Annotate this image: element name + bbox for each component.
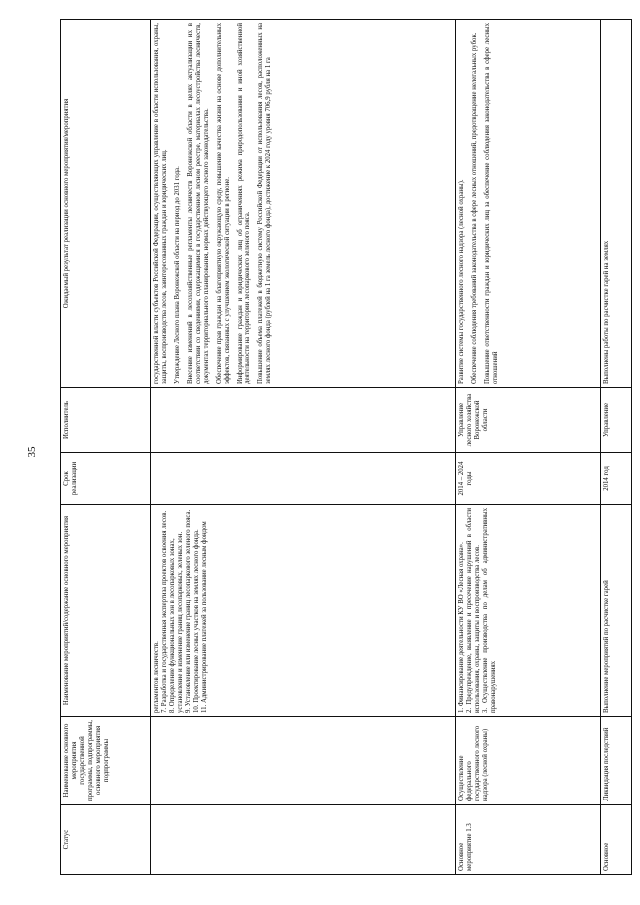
header-measures: Наименование мероприятий/содержание основного мероприятия xyxy=(61,505,151,717)
cell-term: 2014 – 2024 годы xyxy=(456,453,601,505)
table-header-row xyxy=(61,20,151,875)
cell-status: Основное xyxy=(601,805,632,875)
table-row xyxy=(456,20,601,875)
cell-result xyxy=(601,20,632,388)
table-row xyxy=(151,20,456,875)
measure-item: 2. Предупреждение, выявление и пресечение нарушений в области использования, охраны, защиты и воспроизводства лесов. xyxy=(465,508,481,713)
table-row xyxy=(601,20,632,875)
measure-item: 8. Определение функциональных зон в лесопарковых зонах, установление и изменение границ лесопарковых, зеленых зон. xyxy=(168,531,184,713)
result-paragraph: Утверждение Лесного плана Воронежской области на период до 2031 года. xyxy=(173,166,181,384)
cell-term xyxy=(151,453,456,505)
program-table xyxy=(60,19,632,875)
result-paragraph: государственной власти субъектов Российской Федерации, осуществляющих управление в области использования, охраны, защиты, воспроизводства лесов, заинтересованных граждан и юридических лиц. xyxy=(153,23,168,384)
result-paragraph: Выполнены работы по расчистке гарей на землях xyxy=(603,240,610,384)
cell-measures xyxy=(601,505,632,717)
result-paragraph: Информирование граждан и юридических лиц об ограничениях режима природопользования и иной хозяйственной деятельности на территории лесопаркового зеленого пояса. xyxy=(236,23,252,384)
page-number: 35 xyxy=(26,446,38,458)
rotated-page xyxy=(60,20,620,875)
result-paragraph: Развитие системы государственного лесного надзора (лесной охраны). xyxy=(458,179,465,384)
header-name: Наименование основного мероприятия государственной программы, подпрограммы, основного мероприятия подпрограммы xyxy=(61,717,151,805)
result-paragraph: Внесение изменений в лесохозяйственные регламенты лесничеств Воронежской области в целях актуализации их в соответствии со сведениями, содержащимися в государственном лесном реестре, материалах лесоустройства лесничеств, документах территориального планирования, нормах действующего лесного законодательства. xyxy=(186,23,210,384)
result-paragraph: Повышение ответственности граждан и юридических лиц за обеспечение соблюдения законодательства в сфере лесных отношений xyxy=(483,23,499,384)
result-paragraph: Обеспечение соблюдения требований законодательства в сфере лесных отношений, предотвращение нелегальных рубок. xyxy=(470,32,478,384)
cell-name xyxy=(151,717,456,805)
result-paragraph: Повышение объема платежей в бюджетную систему Российской Федерации от использования лесов, расположенных на землях лесного фонда (рублей на 1 га земель лесного фонда), достижение к 2024 году уровня 706,9 рубля на 1 га xyxy=(257,23,273,384)
cell-executor: Управление лесного хозяйства Воронежской области xyxy=(456,388,601,453)
cell-result xyxy=(151,20,456,388)
cell-executor xyxy=(151,388,456,453)
result-paragraph: Обеспечение прав граждан на благоприятную окружающую среду, повышение качества жизни на основе дополнительных эффектов, связанных с улучшением экологической ситуации в регионе. xyxy=(215,23,231,384)
measure-item: Выполнение мероприятий по расчистке гарей xyxy=(603,580,610,713)
cell-status xyxy=(151,805,456,875)
measure-item: 3. Осуществление производства по делам об административных правонарушениях xyxy=(481,508,497,713)
header-status: Статус xyxy=(61,805,151,875)
cell-name: Ликвидация последствий xyxy=(601,717,632,805)
header-executor: Исполнитель xyxy=(61,388,151,453)
cell-status: Основное мероприятие 1.3 xyxy=(456,805,601,875)
cell-result xyxy=(456,20,601,388)
measure-item: 10. Проектирование лесных участков на землях лесного фонда. xyxy=(192,529,200,713)
cell-measures xyxy=(151,505,456,717)
cell-term: 2014 год xyxy=(601,453,632,505)
measure-item: 1. Финансирование деятельности КУ ВО «Лесная охрана». xyxy=(458,542,465,713)
header-term: Срок реализации xyxy=(61,453,151,505)
measure-item: регламентов лесничеств. xyxy=(153,641,160,713)
measure-item: 9. Установление или изменение границ лесопаркового зеленого пояса. xyxy=(184,509,192,713)
header-result: Ожидаемый результат реализации основного мероприятия/мероприятия xyxy=(61,20,151,388)
measure-item: 7. Разработка и государственная экспертиза проектов освоения лесов. xyxy=(160,510,168,713)
measure-item: 11. Администрирование платежей за пользование лесным фондом xyxy=(200,521,208,713)
cell-name: Осуществление федерального государственного лесного надзора (лесной охраны) xyxy=(456,717,601,805)
cell-measures xyxy=(456,505,601,717)
cell-executor: Управление xyxy=(601,388,632,453)
